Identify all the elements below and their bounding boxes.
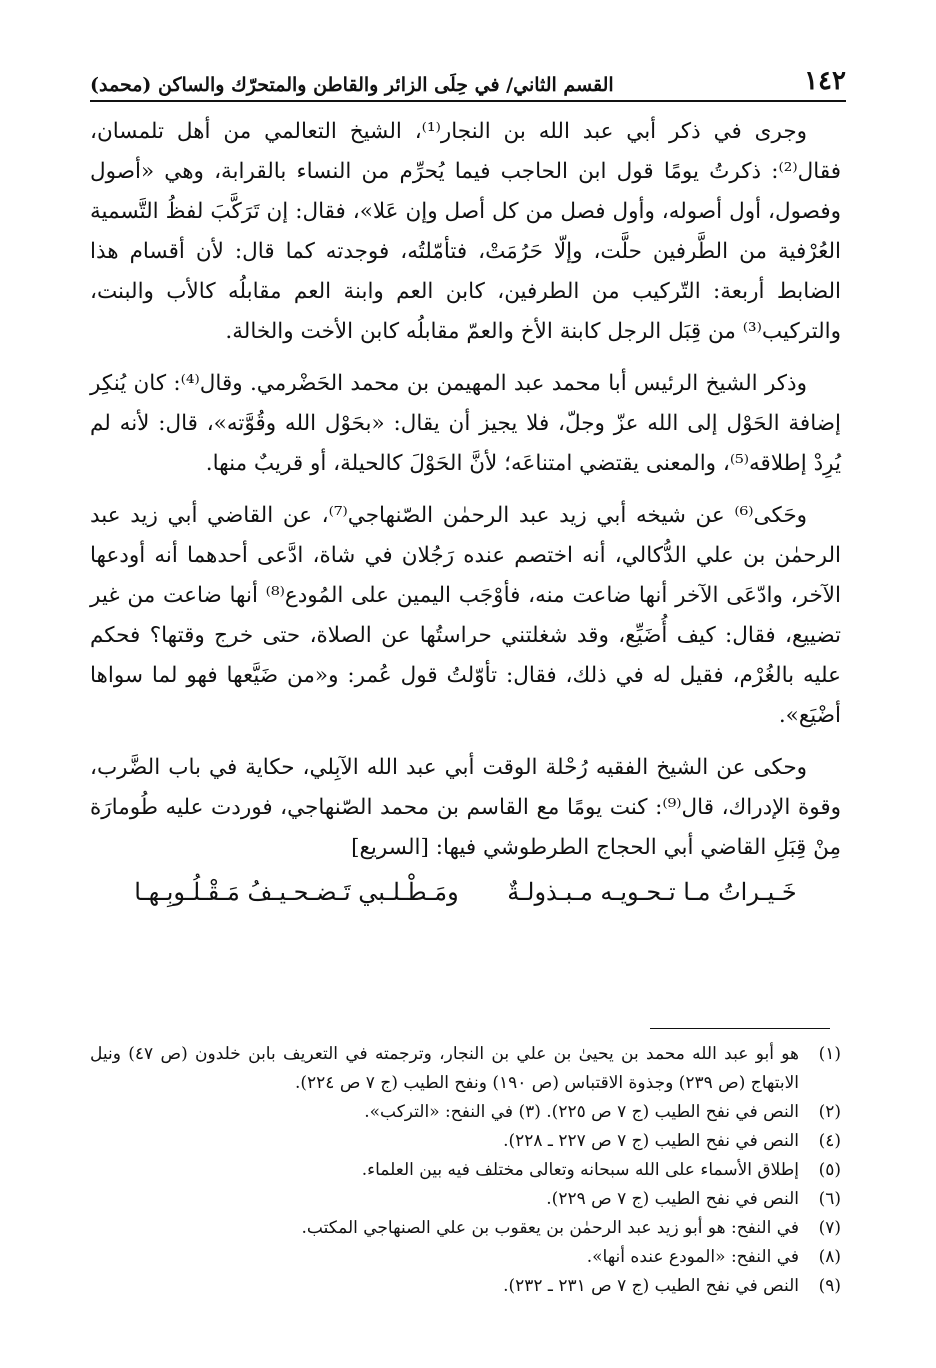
verse-second-hemistich: ومَـطْـلـبي تَـضـحـيـفُ مَـقْـلُـوبِـهـا <box>134 878 459 906</box>
footnote-number: (١) <box>818 1044 841 1064</box>
footnote <box>90 1040 841 1098</box>
footnote-number: (٩) <box>818 1276 841 1296</box>
footnote-number: (٨) <box>818 1247 841 1267</box>
footnote-text: في النفح: هو أبو زيد عبد الرحمٰن بن يعقوب بن علي الصنهاجي المكتب. <box>301 1218 799 1238</box>
page-number: ١٤٢ <box>804 66 846 96</box>
footnote-number: (٥) <box>818 1160 841 1180</box>
footnote-divider <box>650 1028 830 1029</box>
footnote <box>90 1156 841 1185</box>
footnote <box>90 1127 841 1156</box>
paragraph: وحكى عن الشيخ الفقيه رُحْلة الوقت أبي عبد الله الآبِلي، حكاية في باب الضَّرب، وقوة الإدراك، قال⁽⁹⁾: كنت يومًا مع القاسم بن محمد الصّنهاجي، فوردت عليه طُومارَة مِنْ قِبَلِ القاضي أبي الحجاج الطرطوشي فيها: [السريع] <box>90 755 841 860</box>
footnote-number: (٦) <box>818 1189 841 1209</box>
footnote <box>90 1214 841 1243</box>
footnote-text: هو أبو عبد الله محمد بن يحيىٰ بن علي بن النجار، وترجمته في التعريف بابن خلدون (ص ٤٧) ونيل الابتهاج (ص ٢٣٩) وجذوة الاقتباس (ص ١٩٠) ونفح الطيب (ج ٧ ص ٢٢٤). <box>90 1044 800 1093</box>
poem-verse <box>90 878 841 906</box>
paragraph: وحَكى⁽⁶⁾ عن شيخه أبي زيد عبد الرحمٰن الصّنهاجي⁽⁷⁾، عن القاضي أبي زيد عبد الرحمٰن بن علي الدُّكالي، أنه اختصم عنده رَجُلان في شاة، ادَّعى أحدهما أنه أودعها الآخر، وادّعَى الآخر أنها ضاعت منه، فأوْجَب اليمين على المُودع⁽⁸⁾ أنها ضاعت من غير تضييع، فقال: كيف أُضَيِّع، وقد شغلتني حراستُها عن الصلاة، حتى خرج وقتها؟ فحكم عليه بالغُرْم، فقيل له في ذلك، فقال: تأوّلتُ قول عُمر: و«من ضَيَّعها فهو لما سواها أضْيَع». <box>90 503 841 728</box>
footnote-text: النص في نفح الطيب (ج ٧ ص ٢٣١ ـ ٢٣٢). <box>503 1276 799 1296</box>
footnote-text: النص في نفح الطيب (ج ٧ ص ٢٢٥). (٣) في النفح: «التركب». <box>364 1102 799 1122</box>
footnote <box>90 1272 841 1301</box>
footnote <box>90 1098 841 1127</box>
paragraph: وذكر الشيخ الرئيس أبا محمد عبد المهيمن بن محمد الحَضْرمي. وقال⁽⁴⁾: كان يُنكِر إضافة الحَوْل إلى الله عزّ وجلّ، فلا يجيز أن يقال: «بحَوْل الله وقُوَّته»، قال: لأنه لم يُرِدْ إطلاقه⁽⁵⁾، والمعنى يقتضي امتناعَه؛ لأنَّ الحَوْلَ كالحيلة، أو قريبٌ منها. <box>90 371 841 476</box>
footnote-number: (٢) <box>818 1102 841 1122</box>
footnote-text: النص في نفح الطيب (ج ٧ ص ٢٢٧ ـ ٢٢٨). <box>503 1131 799 1151</box>
footnote <box>90 1185 841 1214</box>
footnote-number: (٧) <box>818 1218 841 1238</box>
running-head: القسم الثاني/ في حِلَى الزائر والقاطن والمتحرّك والساكن (محمد) <box>90 74 614 96</box>
footnotes <box>90 1040 841 1301</box>
footnote-number: (٤) <box>818 1131 841 1151</box>
verse-first-hemistich: خَـيـراتُ مـا تـحـويـه مـبـذولـةٌ <box>507 878 797 906</box>
footnote <box>90 1243 841 1272</box>
page-header <box>90 62 846 102</box>
footnote-text: إطلاق الأسماء على الله سبحانه وتعالى مختلف فيه بين العلماء. <box>361 1160 799 1180</box>
footnote-text: النص في نفح الطيب (ج ٧ ص ٢٢٩). <box>546 1189 799 1209</box>
main-text <box>90 112 841 906</box>
paragraph: وجرى في ذكر أبي عبد الله بن النجار⁽¹⁾، الشيخ التعالمي من أهل تلمسان، فقال⁽²⁾: ذكرتُ يومًا قول ابن الحاجب فيما يُحرِّم من النساء بالقرابة، وهي «أصول وفصول، أول أصوله، وأول فصل من كل أصل وإن عَلا»، فقال: إن تَرَكَّبَ لفظُ التَّسمية العُرْفية من الطَّرفين حلَّت، وإلّا حَرُمَتْ، فتأمّلتُه، فوجدته كما قال: لأن أقسام هذا الضابط أربعة: التّركيب من الطرفين، كابن العم وابنة العم مقابلُه كالأب والبنت، والتركيب⁽³⁾ من قِبَل الرجل كابنة الأخ والعمّ مقابلُه كابن الأخت والخالة. <box>90 119 841 344</box>
footnote-text: في النفح: «المودع عنده أنها». <box>586 1247 799 1267</box>
